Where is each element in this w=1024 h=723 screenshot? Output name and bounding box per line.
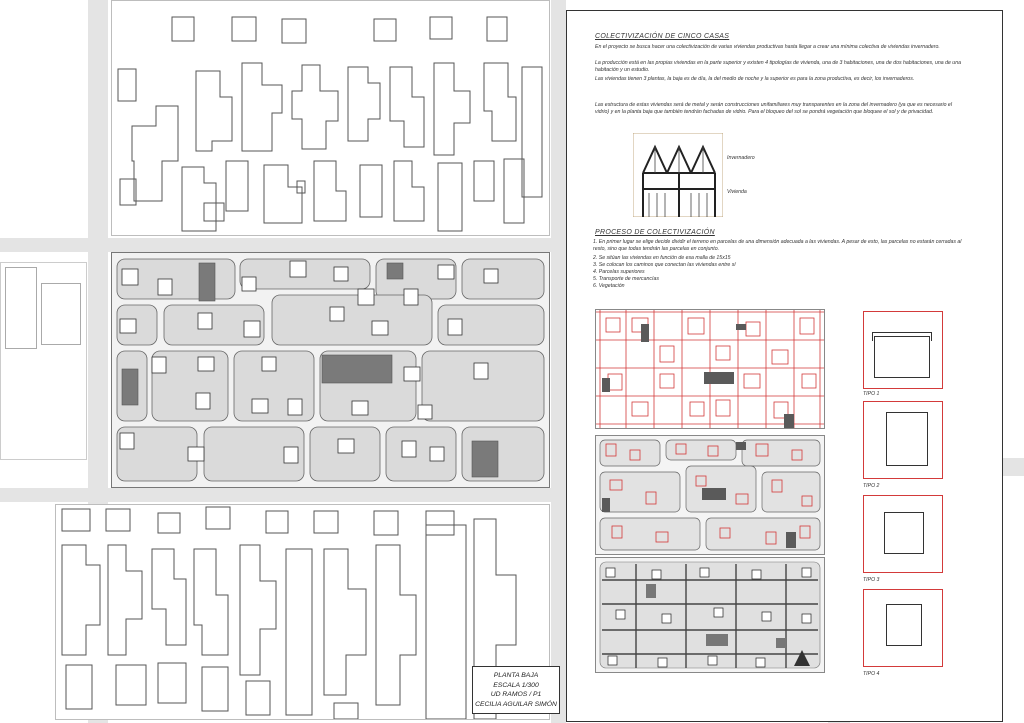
site-plan-drawing xyxy=(112,253,549,487)
section1-title: COLECTIVIZACIÓN DE CINCO CASAS xyxy=(595,33,730,40)
tipo-1-label: TIPO 1 xyxy=(863,391,880,397)
tipo-4-label: TIPO 4 xyxy=(863,671,880,677)
title-block-line-2: ESCALA 1/300 xyxy=(493,681,539,689)
section-label-vivienda: Vivienda xyxy=(727,189,747,195)
tipo-3-house-outline xyxy=(884,512,924,554)
tipo-2-label: TIPO 2 xyxy=(863,483,880,489)
tipo-3-diagram xyxy=(863,495,943,573)
top-context-block xyxy=(111,0,550,236)
tipo-3-label: TIPO 3 xyxy=(863,577,880,583)
tipo-4-house-outline xyxy=(886,604,922,646)
main-site-plan xyxy=(111,252,550,488)
section1-paragraph-4: Las estructura de estas viviendas será de metal y serán construcciones unifamiliares muy transparentes en la zona del invernadero (ya que es necesario el vidrio) y en la planta baja que también tendrán fachadas de vidrio. Para el bloqueo del sol se pondrá vegetación que bloquee el sol y de privacidad. xyxy=(595,102,952,116)
street-horizontal-top xyxy=(0,238,566,252)
tipo-1-diagram xyxy=(863,311,943,389)
grid-parcels-drawing xyxy=(596,310,824,428)
building-footprint xyxy=(41,283,81,345)
street-horizontal-bottom xyxy=(0,488,566,502)
process-diagram-houses xyxy=(595,435,825,555)
section2-item-1: 1. En primer lugar se elige decide dividir el terreno en parcelas de una dimensión adecuada a las viviendas. A pesar de esto, las parcelas no estarán cerradas al resto, sino que todas tendrán las parcelas en conjunto. xyxy=(593,239,962,253)
section1-paragraph-1: En el proyecto se busca hacer una colectivización de varias viviendas productivas hasta llegar a crear una mínima colectiva de viviendas invernadero. xyxy=(595,44,940,50)
tipo-2-house-outline xyxy=(886,412,928,466)
title-block-line-4: CECILIA AGUILAR SIMÓN xyxy=(475,700,557,708)
process-diagram-paths xyxy=(595,557,825,673)
title-block-line-3: UD RAMOS / P1 xyxy=(490,691,542,698)
title-block xyxy=(472,666,560,714)
tipo-1-house-outline-2 xyxy=(872,332,932,341)
section2-item-5: 5. Transporte de mercancías xyxy=(593,276,659,282)
section2-item-6: 6. Vegetación xyxy=(593,283,625,289)
section-label-invernadero: Invernadero xyxy=(727,155,755,161)
top-block-outlines xyxy=(112,1,549,235)
building-footprint xyxy=(5,267,37,349)
building-section-drawing xyxy=(633,133,723,217)
section2-item-4: 4. Parcelas superiores xyxy=(593,269,645,275)
section2-title: PROCESO DE COLECTIVIZACIÓN xyxy=(595,229,715,236)
street-vertical-right xyxy=(551,0,566,723)
process-diagram-grid xyxy=(595,309,825,429)
section2-item-3: 3. Se colocan los caminos que conectan las viviendas entre sí xyxy=(593,262,736,268)
section2-item-2: 2. Se sitúan las viviendas en función de esa malla de 15x15 xyxy=(593,255,731,261)
section1-paragraph-2: La producción está en las propias viviendas en la parte superior y existen 4 tipologías de vivienda, una de 3 habitaciones, una de dos habitaciones, una de una habitación y un estudio. xyxy=(595,60,961,74)
tipo-2-diagram xyxy=(863,401,943,479)
tipo-4-diagram xyxy=(863,589,943,667)
tipo-1-house-outline xyxy=(874,336,930,378)
houses-placement-drawing xyxy=(596,436,824,554)
left-edge-block xyxy=(0,262,87,460)
section1-paragraph-3: Las viviendas tienen 3 plantas, la baja es de día, la del medio de noche y la superior es para la zona productiva, es decir, los invernaderos. xyxy=(595,76,915,82)
paths-connections-drawing xyxy=(596,558,824,672)
explanation-sheet xyxy=(566,10,1003,722)
title-block-line-1: PLANTA BAJA xyxy=(493,672,539,679)
